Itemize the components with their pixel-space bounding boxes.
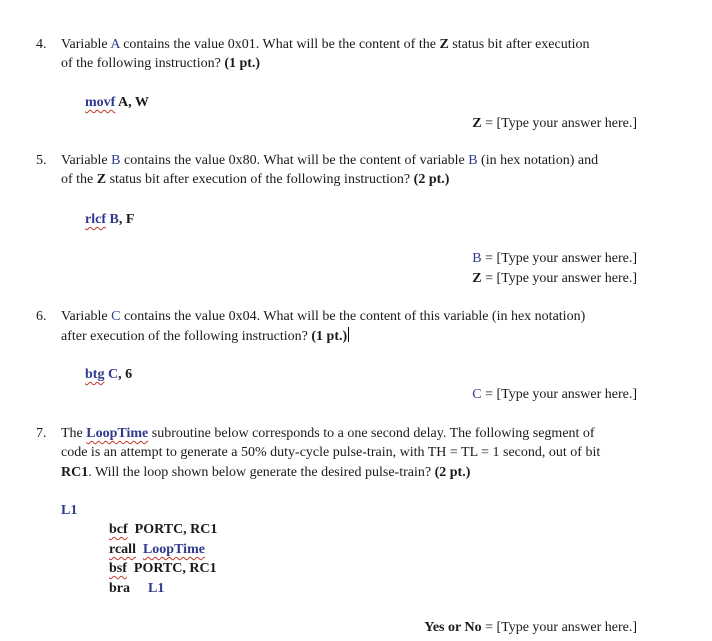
question-number: 7. [36, 426, 47, 441]
answer-field-c[interactable]: C = [Type your answer here.] [472, 387, 637, 402]
points: (1 pt.) [311, 329, 348, 344]
code-label: L1 [61, 503, 78, 518]
question-text-line-1: Variable C contains the value 0x04. What will be the content of this variable (in hex notation) [61, 309, 586, 324]
instruction: movf A, W [85, 95, 149, 110]
code-line: bra L1 [109, 581, 165, 596]
answer-field-z[interactable]: Z = [Type your answer here.] [472, 116, 637, 131]
question-number: 4. [36, 37, 47, 52]
answer-field-z[interactable]: Z = [Type your answer here.] [472, 271, 637, 286]
question-text-line-1: Variable A contains the value 0x01. What will be the content of the Z status bit after execution [61, 37, 590, 52]
code-line: bsf PORTC, RC1 [109, 561, 217, 576]
question-text-line-1: Variable B contains the value 0x80. What will be the content of variable B (in hex notation) and [61, 153, 599, 168]
question-text-line-2: after execution of the following instruction? (1 pt.) [61, 329, 348, 344]
instruction: rlcf B, F [85, 212, 135, 227]
points: (2 pt.) [413, 172, 450, 187]
points: (2 pt.) [434, 465, 471, 480]
text-cursor [348, 327, 349, 342]
code-line: rcall LoopTime [109, 542, 205, 557]
question-text-line-2: of the following instruction? (1 pt.) [61, 56, 261, 71]
answer-field-b[interactable]: B = [Type your answer here.] [472, 251, 637, 266]
question-text-line-1: The LoopTime subroutine below corresponds to a one second delay. The following segment of [61, 426, 595, 441]
question-number: 6. [36, 309, 47, 324]
instruction: btg C, 6 [85, 367, 133, 382]
question-text-line-2: code is an attempt to generate a 50% duty-cycle pulse-train, with TH = TL = 1 second, out of bit [61, 445, 601, 460]
question-number: 5. [36, 153, 47, 168]
code-line: bcf PORTC, RC1 [109, 522, 218, 537]
question-text-line-3: RC1. Will the loop shown below generate the desired pulse-train? (2 pt.) [61, 465, 471, 480]
points: (1 pt.) [224, 56, 261, 71]
answer-field-yes-no[interactable]: Yes or No = [Type your answer here.] [424, 620, 637, 635]
question-text-line-2: of the Z status bit after execution of the following instruction? (2 pt.) [61, 172, 450, 187]
